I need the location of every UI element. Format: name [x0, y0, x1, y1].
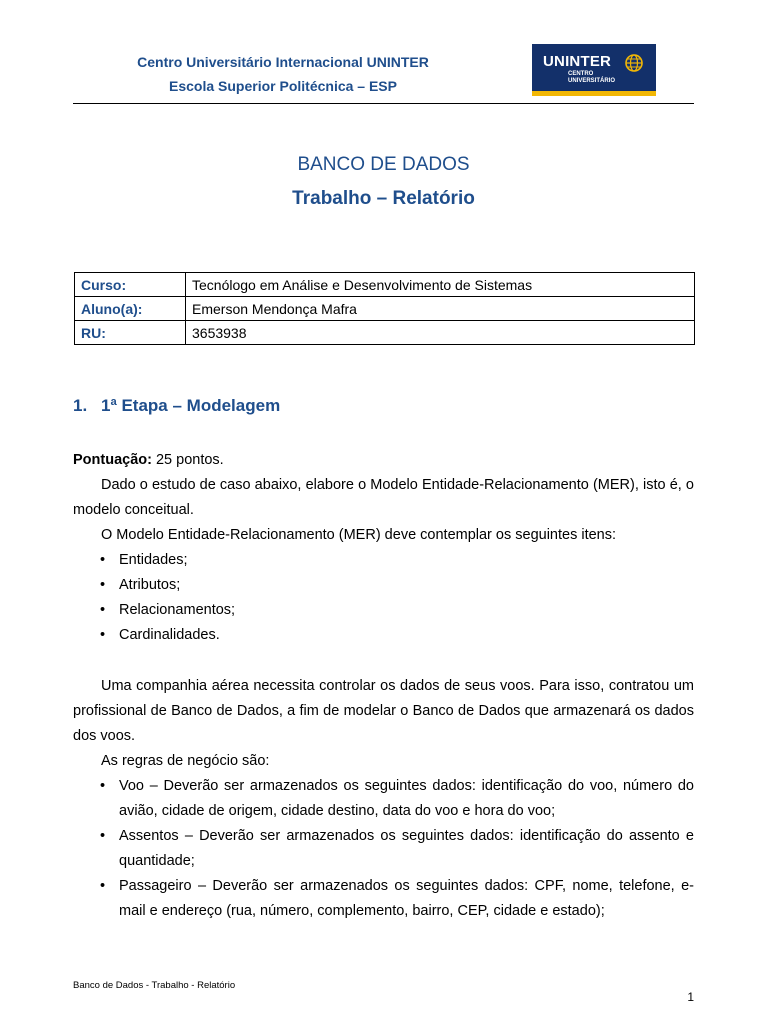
table-row — [75, 273, 695, 297]
globe-icon — [623, 53, 645, 73]
section-number: 1. — [73, 396, 88, 415]
ru-label: RU: — [75, 321, 186, 345]
list-item — [73, 598, 694, 623]
school-name: Escola Superior Politécnica – ESP — [169, 78, 397, 94]
footer-text: Banco de Dados - Trabalho - Relatório — [73, 980, 236, 991]
document-subtitle: Trabalho – Relatório — [292, 188, 475, 209]
table-row — [75, 297, 695, 321]
paragraph: Uma companhia aérea necessita controlar os dados de seus voos. Para isso, contratou um profissional de Banco de Dados, a fim de modelar o Banco de Dados que armazenará os dados dos voos. — [73, 678, 694, 744]
course-value: Tecnólogo em Análise e Desenvolvimento de Sistemas — [186, 273, 695, 297]
logo-sub-line1: CENTRO — [568, 71, 594, 77]
ru-value: 3653938 — [186, 321, 695, 345]
student-info-table — [74, 272, 695, 345]
list-item — [73, 573, 694, 598]
page-number: 1 — [687, 990, 694, 1004]
score-value: 25 pontos. — [151, 452, 224, 468]
list-item — [73, 824, 694, 874]
bullet: • — [100, 552, 106, 568]
bullet: • — [100, 878, 106, 894]
list-item — [73, 548, 694, 573]
list-item-text: Cardinalidades. — [119, 627, 220, 643]
list-item-text: Passageiro – Deverão ser armazenados os seguintes dados: CPF, nome, telefone, e-mail e endereço (rua, número, complemento, bairro, CEP, cidade e estado); — [119, 878, 694, 919]
bullet: • — [100, 577, 106, 593]
student-value: Emerson Mendonça Mafra — [186, 297, 695, 321]
document-title: BANCO DE DADOS — [297, 154, 470, 175]
score-label: Pontuação: — [73, 452, 152, 468]
list-item — [73, 874, 694, 924]
list-item — [73, 623, 694, 648]
paragraph: O Modelo Entidade-Relacionamento (MER) deve contemplar os seguintes itens: — [101, 527, 617, 543]
logo-subtitle — [568, 71, 615, 85]
score-line — [73, 448, 694, 473]
bullet: • — [100, 778, 106, 794]
list-item — [73, 774, 694, 824]
case-study-block — [73, 674, 694, 924]
list-item-text: Entidades; — [119, 552, 188, 568]
paragraph: As regras de negócio são: — [101, 753, 270, 769]
list-item-text: Assentos – Deverão ser armazenados os seguintes dados: identificação do assento e quantidade; — [119, 828, 694, 869]
table-row — [75, 321, 695, 345]
institution-name: Centro Universitário Internacional UNINTER — [137, 54, 429, 70]
list-item-text: Relacionamentos; — [119, 602, 236, 618]
uninter-logo — [532, 44, 656, 96]
bullet: • — [100, 627, 106, 643]
logo-text: UNINTER — [543, 53, 612, 70]
header-divider — [73, 103, 694, 104]
logo-sub-line2: UNIVERSITÁRIO — [568, 78, 616, 84]
institution-header — [73, 50, 493, 98]
instructions-block — [73, 448, 694, 648]
section-heading — [73, 396, 280, 416]
list-item-text: Voo – Deverão ser armazenados os seguintes dados: identificação do voo, número do avião, cidade de origem, cidade destino, data do voo e hora do voo; — [119, 778, 694, 819]
logo-accent-bar — [532, 91, 656, 96]
paragraph: Dado o estudo de caso abaixo, elabore o Modelo Entidade-Relacionamento (MER), isto é, o modelo conceitual. — [73, 477, 694, 518]
bullet: • — [100, 828, 106, 844]
student-label: Aluno(a): — [75, 297, 186, 321]
list-item-text: Atributos; — [119, 577, 181, 593]
bullet: • — [100, 602, 106, 618]
section-title: 1ª Etapa – Modelagem — [101, 396, 281, 415]
course-label: Curso: — [75, 273, 186, 297]
